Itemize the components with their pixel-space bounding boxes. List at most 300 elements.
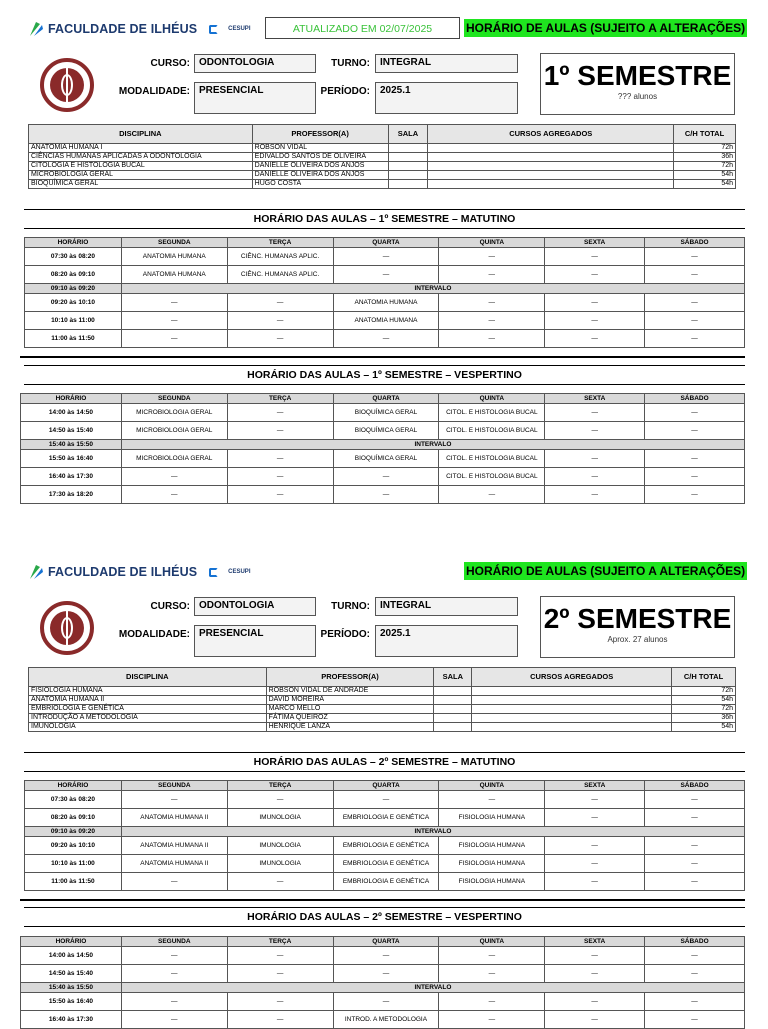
col-sabado: SÁBADO [645, 937, 745, 947]
class-cell: — [227, 791, 333, 809]
discipline-name: CITOLOGIA E HISTOLOGIA BUCAL [29, 162, 253, 171]
class-cell: — [645, 422, 745, 440]
time-slot: 09:10 às 09:20 [25, 827, 122, 837]
col-quarta: QUARTA [333, 238, 439, 248]
modalidade-label: MODALIDADE: [118, 629, 190, 640]
curso-field: ODONTOLOGIA [194, 597, 316, 616]
class-cell: EMBRIOLOGIA E GENÉTICA [333, 837, 439, 855]
schedule-row [21, 468, 745, 486]
class-cell: MICROBIOLOGIA GERAL [121, 450, 227, 468]
class-cell: — [227, 422, 333, 440]
workload: 54h [672, 696, 736, 705]
semester-title: 1º SEMESTRE [543, 60, 732, 91]
discipline-name: FISIOLOGIA HUMANA [29, 687, 267, 696]
class-cell: — [645, 965, 745, 983]
class-cell: — [333, 791, 439, 809]
class-cell: — [545, 248, 645, 266]
class-cell: — [439, 294, 545, 312]
workload: 54h [674, 171, 736, 180]
time-slot: 14:50 às 15:40 [21, 422, 122, 440]
class-cell: — [333, 266, 439, 284]
discipline-row [29, 687, 736, 696]
time-slot: 10:10 às 11:00 [25, 312, 122, 330]
class-cell: IMUNOLOGIA [227, 809, 333, 827]
col-quarta: QUARTA [333, 937, 439, 947]
col-disciplina: DISCIPLINA [29, 125, 253, 144]
morning-schedule-title: HORÁRIO DAS AULAS – 1º SEMESTRE – MATUTINO [24, 209, 745, 229]
room [434, 714, 472, 723]
class-cell: — [227, 468, 333, 486]
col-professor: PROFESSOR(A) [252, 125, 388, 144]
class-cell: — [439, 330, 545, 348]
aggregated-courses [472, 723, 672, 732]
afternoon-schedule-title: HORÁRIO DAS AULAS – 2º SEMESTRE – VESPERTINO [24, 907, 745, 927]
class-cell: — [645, 791, 745, 809]
professor-name: HUGO COSTA [252, 180, 388, 189]
cesupi-icon [209, 568, 218, 577]
schedule-row [25, 873, 745, 891]
partner-name: CESUPI [228, 569, 251, 575]
schedule-row [25, 248, 745, 266]
col-sexta: SEXTA [545, 937, 645, 947]
class-cell: — [333, 468, 439, 486]
class-cell: INTROD. A METODOLOGIA [333, 1011, 439, 1029]
institution-logo [28, 20, 250, 38]
col-sala: SALA [388, 125, 428, 144]
time-slot: 14:00 às 14:50 [21, 404, 122, 422]
periodo-field: 2025.1 [375, 625, 518, 657]
afternoon-schedule-table [20, 393, 745, 504]
aggregated-courses [472, 696, 672, 705]
class-cell: ANATOMIA HUMANA [333, 294, 439, 312]
class-cell: ANATOMIA HUMANA [121, 248, 227, 266]
school-seal-icon [40, 58, 94, 112]
class-cell: BIOQUÍMICA GERAL [333, 450, 439, 468]
class-cell: FISIOLOGIA HUMANA [439, 809, 545, 827]
col-sexta: SEXTA [545, 394, 645, 404]
discipline-row [29, 162, 736, 171]
workload: 36h [672, 714, 736, 723]
class-cell: — [545, 486, 645, 504]
class-cell: FISIOLOGIA HUMANA [439, 837, 545, 855]
schedule-row [25, 294, 745, 312]
discipline-header-row [29, 668, 736, 687]
schedule-header-row [25, 781, 745, 791]
updated-notice: ATUALIZADO EM 02/07/2025 [265, 17, 460, 39]
schedule-row [25, 809, 745, 827]
time-slot: 11:00 às 11:50 [25, 873, 122, 891]
time-slot: 15:40 às 15:50 [21, 983, 122, 993]
time-slot: 07:30 às 08:20 [25, 791, 122, 809]
schedule-row [21, 440, 745, 450]
workload: 72h [672, 705, 736, 714]
class-cell: — [227, 993, 333, 1011]
schedule-row [25, 827, 745, 837]
class-cell: — [645, 809, 745, 827]
class-cell: — [545, 404, 645, 422]
room [434, 705, 472, 714]
schedule-row [21, 404, 745, 422]
col-sabado: SÁBADO [645, 394, 745, 404]
workload: 54h [674, 180, 736, 189]
col-segunda: SEGUNDA [121, 937, 227, 947]
schedule-row [25, 266, 745, 284]
aggregated-courses [428, 144, 674, 153]
class-cell: — [121, 294, 227, 312]
class-cell: ANATOMIA HUMANA [121, 266, 227, 284]
discipline-name: MICROBIOLOGIA GERAL [29, 171, 253, 180]
aggregated-courses [472, 714, 672, 723]
afternoon-schedule-table [20, 936, 745, 1029]
class-cell: — [545, 809, 645, 827]
class-cell: — [227, 965, 333, 983]
schedule-row [21, 1011, 745, 1029]
institution-name: FACULDADE DE ILHÉUS [48, 22, 198, 36]
room [388, 180, 428, 189]
class-cell: ANATOMIA HUMANA [333, 312, 439, 330]
workload: 54h [672, 723, 736, 732]
col-quinta: QUINTA [439, 394, 545, 404]
workload: 36h [674, 153, 736, 162]
class-cell: — [121, 947, 227, 965]
class-cell: — [439, 965, 545, 983]
class-cell: — [545, 312, 645, 330]
time-slot: 08:20 às 09:10 [25, 266, 122, 284]
time-slot: 08:20 às 09:10 [25, 809, 122, 827]
col-terca: TERÇA [227, 238, 333, 248]
class-cell: ANATOMIA HUMANA II [121, 855, 227, 873]
schedule-row [25, 330, 745, 348]
col-horario: HORÁRIO [21, 394, 122, 404]
class-cell: CITOL. E HISTOLOGIA BUCAL [439, 404, 545, 422]
class-cell: — [645, 837, 745, 855]
curso-label: CURSO: [150, 58, 190, 69]
morning-schedule-table [24, 237, 745, 348]
class-cell: — [333, 330, 439, 348]
time-slot: 15:50 às 16:40 [21, 993, 122, 1011]
semester-title: 2º SEMESTRE [543, 603, 732, 634]
class-cell: — [545, 422, 645, 440]
class-cell: BIOQUÍMICA GERAL [333, 404, 439, 422]
interval-cell: INTERVALO [121, 284, 744, 294]
class-cell: — [121, 993, 227, 1011]
class-cell: — [121, 791, 227, 809]
col-segunda: SEGUNDA [121, 781, 227, 791]
class-cell: — [121, 312, 227, 330]
class-cell: — [545, 266, 645, 284]
discipline-row [29, 696, 736, 705]
schedule-row [21, 983, 745, 993]
time-slot: 14:50 às 15:40 [21, 965, 122, 983]
class-cell: — [439, 1011, 545, 1029]
class-cell: — [439, 248, 545, 266]
workload: 72h [674, 162, 736, 171]
class-cell: — [545, 947, 645, 965]
time-slot: 17:30 às 18:20 [21, 486, 122, 504]
class-cell: — [121, 486, 227, 504]
class-cell: — [645, 248, 745, 266]
professor-name: DANIELLE OLIVEIRA DOS ANJOS [252, 171, 388, 180]
turno-field: INTEGRAL [375, 54, 518, 73]
time-slot: 10:10 às 11:00 [25, 855, 122, 873]
class-cell: — [645, 855, 745, 873]
class-cell: — [645, 294, 745, 312]
header-title: HORÁRIO DE AULAS (SUJEITO A ALTERAÇÕES) [466, 564, 746, 578]
class-cell: — [439, 486, 545, 504]
class-cell: CITOL. E HISTOLOGIA BUCAL [439, 422, 545, 440]
class-cell: — [227, 404, 333, 422]
class-cell: — [545, 873, 645, 891]
class-cell: — [121, 873, 227, 891]
class-cell: — [545, 294, 645, 312]
class-cell: CITOL. E HISTOLOGIA BUCAL [439, 450, 545, 468]
professor-name: EDIVALDO SANTOS DE OLIVEIRA [252, 153, 388, 162]
periodo-label: PERÍODO: [320, 629, 370, 640]
professor-name: DAVID MOREIRA [266, 696, 434, 705]
workload: 72h [672, 687, 736, 696]
discipline-name: EMBRIOLOGIA E GENÉTICA [29, 705, 267, 714]
room [434, 687, 472, 696]
aggregated-courses [472, 705, 672, 714]
col-quinta: QUINTA [439, 238, 545, 248]
class-cell: — [439, 947, 545, 965]
discipline-row [29, 144, 736, 153]
class-cell: — [545, 837, 645, 855]
class-cell: — [645, 330, 745, 348]
time-slot: 07:30 às 08:20 [25, 248, 122, 266]
professor-name: DANIELLE OLIVEIRA DOS ANJOS [252, 162, 388, 171]
col-quinta: QUINTA [439, 937, 545, 947]
discipline-row [29, 723, 736, 732]
class-cell: FISIOLOGIA HUMANA [439, 873, 545, 891]
class-cell: CIÊNC. HUMANAS APLIC. [227, 266, 333, 284]
aggregated-courses [428, 162, 674, 171]
class-cell: — [333, 965, 439, 983]
col-segunda: SEGUNDA [121, 238, 227, 248]
time-slot: 11:00 às 11:50 [25, 330, 122, 348]
class-cell: — [333, 947, 439, 965]
discipline-row [29, 705, 736, 714]
class-cell: — [645, 404, 745, 422]
room [388, 162, 428, 171]
time-slot: 15:50 às 16:40 [21, 450, 122, 468]
room [388, 144, 428, 153]
col-horario: HORÁRIO [21, 937, 122, 947]
col-terca: TERÇA [227, 937, 333, 947]
room [434, 723, 472, 732]
semester-box [540, 53, 735, 115]
professor-name: HENRIQUE LANZA [266, 723, 434, 732]
discipline-name: ANATOMIA HUMANA II [29, 696, 267, 705]
turno-label: TURNO: [331, 601, 370, 612]
class-cell: — [545, 791, 645, 809]
school-seal-icon [40, 601, 94, 655]
class-cell: — [645, 873, 745, 891]
morning-schedule-table [24, 780, 745, 891]
class-cell: — [333, 486, 439, 504]
modalidade-field: PRESENCIAL [194, 82, 316, 114]
col-quarta: QUARTA [333, 781, 439, 791]
turno-field: INTEGRAL [375, 597, 518, 616]
schedule-row [21, 422, 745, 440]
professor-name: FÁTIMA QUEIROZ [266, 714, 434, 723]
time-slot: 09:20 às 10:10 [25, 837, 122, 855]
discipline-name: ANATOMIA HUMANA I [29, 144, 253, 153]
student-count: ??? alunos [617, 92, 658, 101]
col-ch-total: C/H TOTAL [672, 668, 736, 687]
time-slot: 16:40 às 17:30 [21, 468, 122, 486]
col-terca: TERÇA [227, 394, 333, 404]
curso-label: CURSO: [150, 601, 190, 612]
morning-schedule-title: HORÁRIO DAS AULAS – 2º SEMESTRE – MATUTINO [24, 752, 745, 772]
col-sabado: SÁBADO [645, 238, 745, 248]
class-cell: MICROBIOLOGIA GERAL [121, 422, 227, 440]
discipline-name: IMUNOLOGIA [29, 723, 267, 732]
class-cell: — [333, 993, 439, 1011]
afternoon-schedule-title: HORÁRIO DAS AULAS – 1º SEMESTRE – VESPERTINO [24, 365, 745, 385]
class-cell: — [645, 947, 745, 965]
schedule-row [21, 965, 745, 983]
institution-name: FACULDADE DE ILHÉUS [48, 565, 198, 579]
room [388, 153, 428, 162]
time-slot: 15:40 às 15:50 [21, 440, 122, 450]
schedule-row [25, 284, 745, 294]
section-divider [20, 356, 745, 358]
class-cell: — [227, 312, 333, 330]
class-cell: — [121, 1011, 227, 1029]
leaf-icon [28, 20, 44, 38]
class-cell: BIOQUÍMICA GERAL [333, 422, 439, 440]
class-cell: EMBRIOLOGIA E GENÉTICA [333, 855, 439, 873]
class-cell: CIÊNC. HUMANAS APLIC. [227, 248, 333, 266]
class-cell: — [645, 1011, 745, 1029]
student-count: Aprox. 27 alunos [607, 635, 668, 644]
class-cell: — [227, 450, 333, 468]
class-cell: — [545, 450, 645, 468]
col-terca: TERÇA [227, 781, 333, 791]
class-cell: — [545, 855, 645, 873]
periodo-label: PERÍODO: [320, 86, 370, 97]
class-cell: — [121, 965, 227, 983]
class-cell: MICROBIOLOGIA GERAL [121, 404, 227, 422]
cesupi-icon [209, 25, 218, 34]
discipline-row [29, 180, 736, 189]
class-cell: — [227, 1011, 333, 1029]
col-sabado: SÁBADO [645, 781, 745, 791]
workload: 72h [674, 144, 736, 153]
class-cell: — [439, 791, 545, 809]
periodo-field: 2025.1 [375, 82, 518, 114]
col-quarta: QUARTA [333, 394, 439, 404]
class-cell: — [545, 1011, 645, 1029]
discipline-row [29, 153, 736, 162]
institution-logo [28, 563, 250, 581]
interval-cell: INTERVALO [121, 440, 744, 450]
discipline-table [28, 667, 736, 732]
room [388, 171, 428, 180]
time-slot: 16:40 às 17:30 [21, 1011, 122, 1029]
modalidade-field: PRESENCIAL [194, 625, 316, 657]
schedule-row [21, 486, 745, 504]
schedule-row [25, 791, 745, 809]
col-disciplina: DISCIPLINA [29, 668, 267, 687]
class-cell: — [121, 468, 227, 486]
professor-name: MARCO MELLO [266, 705, 434, 714]
class-cell: — [227, 486, 333, 504]
schedule-header-row [25, 238, 745, 248]
class-cell: — [645, 450, 745, 468]
discipline-header-row [29, 125, 736, 144]
col-ch-total: C/H TOTAL [674, 125, 736, 144]
class-cell: — [227, 873, 333, 891]
time-slot: 14:00 às 14:50 [21, 947, 122, 965]
schedule-row [25, 837, 745, 855]
semester-box [540, 596, 735, 658]
col-horario: HORÁRIO [25, 238, 122, 248]
class-cell: — [645, 468, 745, 486]
class-cell: CITOL. E HISTOLOGIA BUCAL [439, 468, 545, 486]
col-cursos-agregados: CURSOS AGREGADOS [472, 668, 672, 687]
class-cell: — [439, 993, 545, 1011]
curso-field: ODONTOLOGIA [194, 54, 316, 73]
col-segunda: SEGUNDA [121, 394, 227, 404]
class-cell: — [645, 266, 745, 284]
class-cell: EMBRIOLOGIA E GENÉTICA [333, 873, 439, 891]
turno-label: TURNO: [331, 58, 370, 69]
class-cell: — [439, 312, 545, 330]
class-cell: — [545, 330, 645, 348]
col-quinta: QUINTA [439, 781, 545, 791]
discipline-name: INTRODUÇÃO A METODOLOGIA [29, 714, 267, 723]
schedule-row [25, 312, 745, 330]
class-cell: — [227, 294, 333, 312]
col-sexta: SEXTA [545, 781, 645, 791]
time-slot: 09:20 às 10:10 [25, 294, 122, 312]
class-cell: ANATOMIA HUMANA II [121, 837, 227, 855]
class-cell: — [227, 947, 333, 965]
modalidade-label: MODALIDADE: [118, 86, 190, 97]
class-cell: — [121, 330, 227, 348]
schedule-header-row [21, 937, 745, 947]
interval-cell: INTERVALO [121, 983, 744, 993]
discipline-row [29, 171, 736, 180]
class-cell: FISIOLOGIA HUMANA [439, 855, 545, 873]
class-cell: — [545, 965, 645, 983]
schedule-row [25, 855, 745, 873]
discipline-row [29, 714, 736, 723]
class-cell: IMUNOLOGIA [227, 855, 333, 873]
class-cell: — [439, 266, 545, 284]
discipline-name: BIOQUÍMICA GERAL [29, 180, 253, 189]
class-cell: — [227, 330, 333, 348]
class-cell: — [645, 312, 745, 330]
professor-name: ROBSON VIDAL [252, 144, 388, 153]
col-professor: PROFESSOR(A) [266, 668, 434, 687]
class-cell: ANATOMIA HUMANA II [121, 809, 227, 827]
aggregated-courses [428, 180, 674, 189]
col-sala: SALA [434, 668, 472, 687]
class-cell: — [545, 468, 645, 486]
col-sexta: SEXTA [545, 238, 645, 248]
section-divider [20, 899, 745, 901]
class-cell: EMBRIOLOGIA E GENÉTICA [333, 809, 439, 827]
room [434, 696, 472, 705]
discipline-table [28, 124, 736, 189]
schedule-row [21, 450, 745, 468]
aggregated-courses [428, 153, 674, 162]
class-cell: — [645, 486, 745, 504]
partner-name: CESUPI [228, 26, 251, 32]
